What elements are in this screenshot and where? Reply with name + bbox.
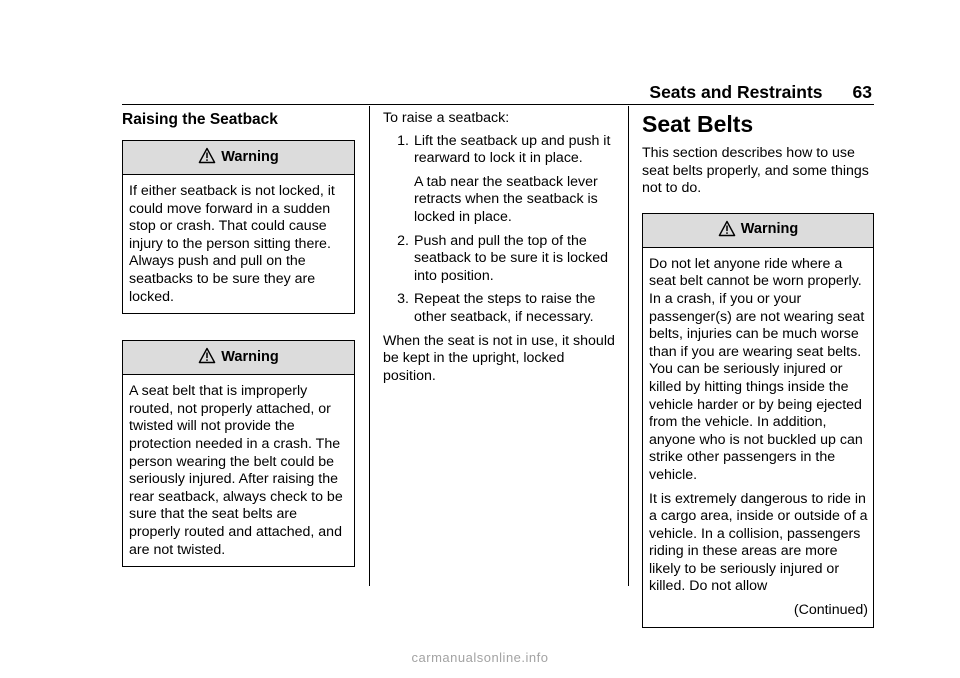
- seat-belts-intro: This section describes how to use seat belts properly, and some things not to do.: [642, 145, 869, 197]
- steps-intro: To raise a seatback:: [383, 110, 510, 126]
- warning-text: If either seatback is not locked, it could move forward in a sudden stop or crash. That could cause injury to the person sitting there. Always push and pull on the seatbacks to be sure they are locked.: [129, 183, 335, 305]
- page-number: 63: [852, 82, 872, 102]
- list-item: [383, 233, 615, 286]
- column-left: [122, 104, 355, 567]
- watermark: carmanualsonline.info: [411, 650, 549, 665]
- steps-list: [383, 133, 615, 327]
- column-divider: [369, 106, 370, 586]
- column-middle: [383, 104, 615, 385]
- page-header: [649, 82, 872, 103]
- warning-body: [123, 375, 354, 566]
- warning-text: Do not let anyone ride where a seat belt cannot be worn properly. In a crash, if you or your passenger(s) are not wearing seat belts, injuries can be much worse than if you are wearing seat belts. You can be seriously injured or killed by hitting things inside the vehicle harder or by being ejected from the vehicle. In addition, anyone who is not buckled up can strike other passengers in the vehicle.: [649, 255, 865, 483]
- step-text: Lift the seatback up and push it rearward to lock it in place.: [414, 132, 611, 167]
- warning-label: Warning: [221, 148, 279, 165]
- warning-body: [643, 248, 873, 627]
- warning-header: [643, 214, 873, 248]
- closing-paragraph: When the seat is not in use, it should be kept in the upright, locked position.: [383, 332, 615, 384]
- warning-triangle-icon: [198, 147, 216, 164]
- warning-box: [122, 340, 355, 567]
- warning-box: [642, 213, 874, 628]
- step-number: 3.: [397, 291, 409, 308]
- warning-text: It is extremely dangerous to ride in a cargo area, inside or outside of a vehicle. In a collision, passengers riding in these areas are more likely to be seriously injured or killed. Do not allow: [649, 490, 868, 595]
- column-divider: [628, 106, 629, 586]
- section-title: Seats and Restraints: [649, 82, 823, 102]
- step-number: 2.: [397, 232, 409, 249]
- section-heading-raising-seatback: Raising the Seatback: [122, 111, 278, 128]
- warning-label: Warning: [740, 221, 799, 238]
- column-right: [642, 104, 874, 628]
- step-text: Repeat the steps to raise the other seatback, if necessary.: [414, 291, 596, 325]
- step-text: Push and pull the top of the seatback to be sure it is locked into position.: [414, 232, 608, 284]
- step-note: A tab near the seatback lever retracts when the seatback is locked in place.: [414, 173, 598, 225]
- warning-body: [123, 175, 354, 313]
- warning-text: A seat belt that is improperly routed, not properly attached, or twisted will not provide the protection needed in a crash. The person wearing the belt could be seriously injured. After raising the rear seatback, always check to be sure that the seat belts are properly routed and attached, and are not twisted.: [129, 383, 343, 558]
- warning-header: [123, 141, 354, 175]
- continued-marker: (Continued): [793, 602, 868, 619]
- step-number: 1.: [397, 132, 409, 149]
- warning-triangle-icon: [718, 220, 736, 237]
- list-item: [383, 291, 615, 326]
- warning-triangle-icon: [198, 347, 216, 364]
- section-heading-seat-belts: Seat Belts: [642, 111, 754, 137]
- warning-box: [122, 140, 355, 314]
- list-item: [383, 133, 615, 227]
- warning-header: [123, 341, 354, 375]
- warning-label: Warning: [221, 348, 279, 365]
